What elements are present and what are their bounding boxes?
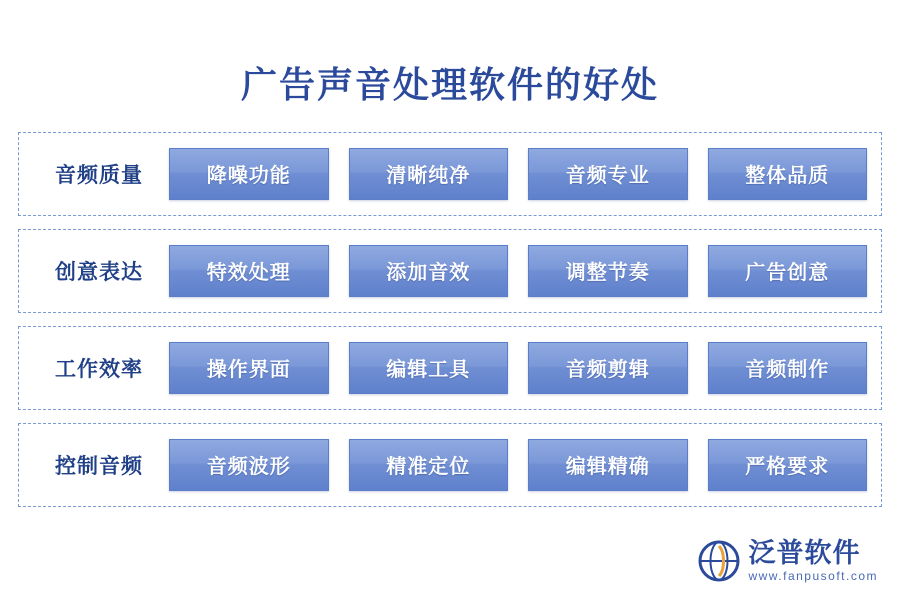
list-item[interactable]: 调整节奏 [528, 245, 688, 297]
list-item[interactable]: 编辑工具 [349, 342, 509, 394]
row-label: 工作效率 [55, 356, 143, 381]
row-cells [169, 439, 871, 491]
globe-icon [698, 540, 740, 582]
row-label: 音频质量 [55, 162, 143, 187]
brand-name-cn: 泛普软件 [748, 538, 861, 569]
brand-logo [698, 540, 878, 582]
list-item[interactable]: 音频制作 [708, 342, 868, 394]
table-row [18, 326, 882, 410]
benefit-rows [0, 132, 900, 507]
list-item[interactable]: 编辑精确 [528, 439, 688, 491]
table-row [18, 132, 882, 216]
list-item[interactable]: 特效处理 [169, 245, 329, 297]
list-item[interactable]: 音频波形 [169, 439, 329, 491]
list-item[interactable]: 清晰纯净 [349, 148, 509, 200]
list-item[interactable]: 整体品质 [708, 148, 868, 200]
brand-text [748, 540, 878, 582]
row-cells [169, 342, 871, 394]
list-item[interactable]: 音频专业 [528, 148, 688, 200]
list-item[interactable]: 音频剪辑 [528, 342, 688, 394]
list-item[interactable]: 精准定位 [349, 439, 509, 491]
brand-name-en: www.fanpusoft.com [748, 569, 878, 583]
row-cells [169, 148, 871, 200]
list-item[interactable]: 严格要求 [708, 439, 868, 491]
list-item[interactable]: 广告创意 [708, 245, 868, 297]
row-cells [169, 245, 871, 297]
row-label: 创意表达 [55, 259, 143, 284]
page-title: 广告声音处理软件的好处 [240, 65, 659, 106]
list-item[interactable]: 添加音效 [349, 245, 509, 297]
list-item[interactable]: 降噪功能 [169, 148, 329, 200]
table-row [18, 229, 882, 313]
row-label: 控制音频 [55, 453, 143, 478]
table-row [18, 423, 882, 507]
list-item[interactable]: 操作界面 [169, 342, 329, 394]
